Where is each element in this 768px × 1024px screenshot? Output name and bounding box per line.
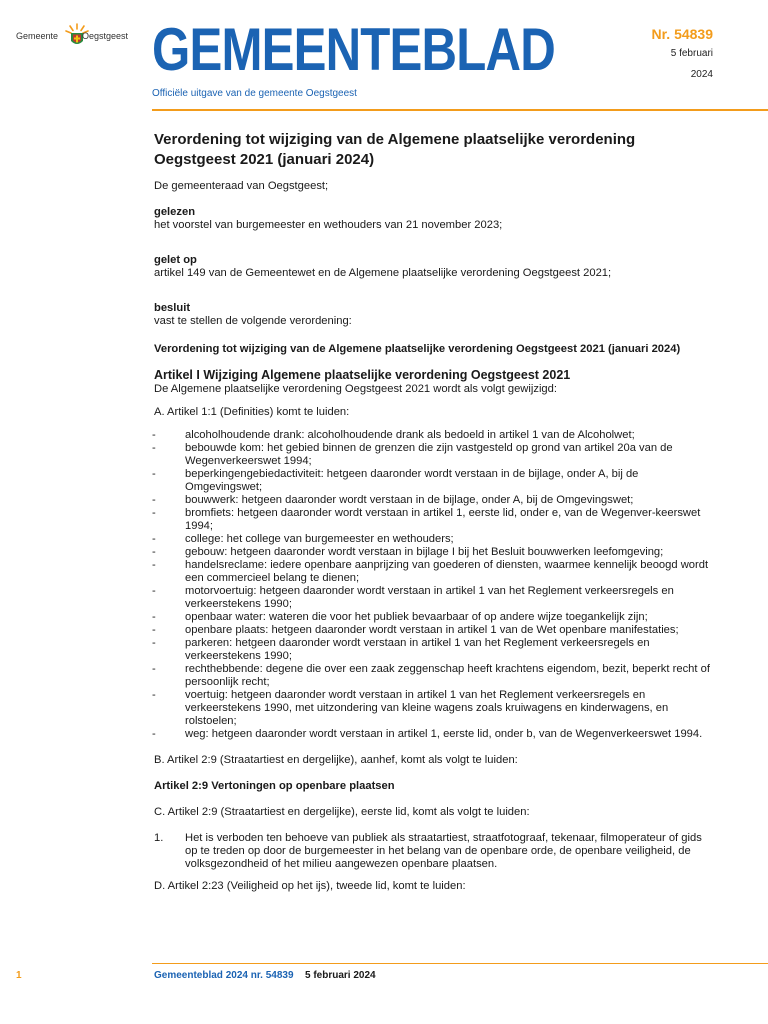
definition-item [154,533,714,546]
definition-text: gebouw: hetgeen daaronder wordt verstaan in bijlage I bij het Besluit bouwwerken leefomgeving; [185,546,664,558]
article-2-9-title: Artikel 2:9 Vertoningen op openbare plaatsen [154,780,395,792]
definition-text: bouwwerk: hetgeen daaronder wordt verstaan in de bijlage, onder A, bij de Omgevingswet; [185,494,634,506]
list-dash: - [152,689,156,701]
page-number: 1 [16,970,22,981]
section-d: D. Artikel 2:23 (Veiligheid op het ijs), tweede lid, komt te luiden: [154,880,466,892]
definition-text: openbare plaats: hetgeen daaronder wordt verstaan in artikel 1 van de Wet openbare manifestaties; [185,624,679,636]
footer-publication: Gemeenteblad 2024 nr. 54839 [154,970,294,981]
article-1-title: Artikel I Wijziging Algemene plaatselijke verordening Oegstgeest 2021 [154,368,571,382]
document-title: Verordening tot wijziging van de Algemene plaatselijke verordening Oegstgeest 2021 (januari 2024) [154,131,636,168]
header-divider [152,109,768,111]
issue-year: 2024 [690,69,713,80]
definition-item [154,468,714,494]
definition-text: parkeren: hetgeen daaronder wordt verstaan in artikel 1 van het Reglement verkeersregels en verkeerstekens 1990; [185,637,650,662]
besluit-label: besluit [154,302,191,314]
article-1-intro: De Algemene plaatselijke verordening Oegstgeest 2021 wordt als volgt gewijzigd: [154,383,557,395]
list-dash: - [152,728,156,740]
definition-item [154,494,714,507]
list-dash: - [152,559,156,571]
definition-text: bromfiets: hetgeen daaronder wordt verstaan in artikel 1, eerste lid, onder e, van de Wegenver-keerswet 1994; [185,507,701,532]
list-dash: - [152,533,156,545]
definition-text: college: het college van burgemeester en wethouders; [185,533,454,545]
definition-text: openbaar water: wateren die voor het publiek bevaarbaar of op andere wijze toegankelijk zijn; [185,611,648,623]
definition-item [154,429,714,442]
definition-item [154,637,714,663]
definition-item [154,585,714,611]
definition-text: weg: hetgeen daaronder wordt verstaan in artikel 1, eerste lid, onder b, van de Wegenverkeerswet 1994. [185,728,703,740]
definition-text: bebouwde kom: het gebied binnen de grenzen die zijn vastgesteld op grond van artikel 20a van de Wegenverkeerswet 1994; [185,442,673,467]
intro-text: De gemeenteraad van Oegstgeest; [154,180,329,192]
issue-number: Nr. 54839 [651,26,713,42]
masthead-subtitle: Officiële uitgave van de gemeente Oegstgeest [152,88,357,99]
definition-item [154,689,714,728]
document-body [154,130,714,893]
definition-item [154,663,714,689]
definition-text: rechthebbende: degene die over een zaak zeggenschap heeft krachtens eigendom, bezit, beperkt recht of persoonlijk recht; [185,663,710,688]
list-dash: - [152,468,156,480]
definition-text: handelsreclame: iedere openbare aanprijzing van goederen of diensten, waarmee kennelijk beoogd wordt een commercieel belang te dienen; [185,559,709,584]
definition-text: voertuig: hetgeen daaronder wordt verstaan in artikel 1 van het Reglement verkeersregels en verkeerstekens 1990, met uitzondering van kleine wagens zoals kruiwagens en kinderwagens, en rolstoelen; [185,689,669,727]
list-dash: - [152,585,156,597]
masthead-title: GEMEENTEBLAD [152,16,555,83]
logo-text-oegstgeest: Oegstgeest [82,31,129,41]
gelet-label: gelet op [154,254,197,266]
besluit-text: vast te stellen de volgende verordening: [154,315,352,327]
list-dash: - [152,546,156,558]
section-a: A. Artikel 1:1 (Definities) komt te luiden: [154,406,350,418]
list-dash: - [152,663,156,675]
issue-date: 5 februari [670,48,713,59]
definition-item [154,624,714,637]
item-number: 1. [154,832,164,844]
list-dash: - [152,624,156,636]
list-dash: - [152,494,156,506]
footer-date: 5 februari 2024 [305,970,376,981]
gelezen-text: het voorstel van burgemeester en wethouders van 21 november 2023; [154,219,503,231]
list-dash: - [152,637,156,649]
section-c: C. Artikel 2:9 (Straatartiest en dergelijke), eerste lid, komt als volgt te luiden: [154,806,530,818]
definition-item [154,507,714,533]
definitions-list [154,429,714,741]
definition-item [154,559,714,585]
ordinance-heading: Verordening tot wijziging van de Algemene plaatselijke verordening Oegstgeest 2021 (januari 2024) [154,343,681,355]
numbered-item [154,832,714,871]
definition-text: beperkingengebiedactiviteit: hetgeen daaronder wordt verstaan in de bijlage, onder A, bij de Omgevingswet; [185,468,639,493]
definition-item [154,728,714,741]
item-text: Het is verboden ten behoeve van publiek als straatartiest, straatfotograaf, tekenaar, filmoperateur of gids op te treden op door de burgemeester in het belang van de openbare orde, de openbare veiligheid, de volksgezondheid of het milieu aangewezen openbare plaatsen. [185,832,702,870]
definition-item [154,546,714,559]
definition-text: alcoholhoudende drank: alcoholhoudende drank als bedoeld in artikel 1 van de Alcoholwet; [185,429,635,441]
page-header [0,0,768,112]
definition-text: motorvoertuig: hetgeen daaronder wordt verstaan in artikel 1 van het Reglement verkeersregels en verkeerstekens 1990; [185,585,674,610]
footer-divider [152,963,768,964]
list-dash: - [152,429,156,441]
gelet-text: artikel 149 van de Gemeentewet en de Algemene plaatselijke verordening Oegstgeest 2021; [154,267,612,279]
definition-item [154,442,714,468]
list-dash: - [152,442,156,454]
logo-text-gemeente: Gemeente [16,31,59,41]
section-b: B. Artikel 2:9 (Straatartiest en dergelijke), aanhef, komt als volgt te luiden: [154,754,518,766]
list-dash: - [152,611,156,623]
definition-item [154,611,714,624]
list-dash: - [152,507,156,519]
gelezen-label: gelezen [154,206,196,218]
